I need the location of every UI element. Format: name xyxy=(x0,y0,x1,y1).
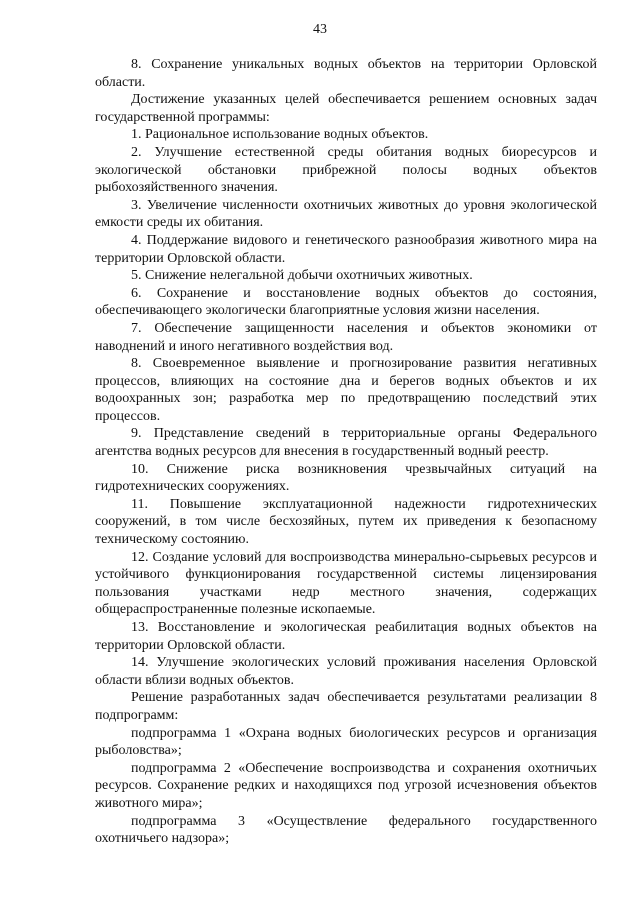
paragraph-tasks-intro: Достижение указанных целей обеспечивается решением основных задач государственной программы: xyxy=(95,92,597,125)
paragraph-task-3: 3. Увеличение численности охотничьих животных до уровня экологической емкости среды их обитания. xyxy=(95,197,597,231)
paragraph-task-10: 10. Снижение риска возникновения чрезвычайных ситуаций на гидротехнических сооружениях. xyxy=(95,461,597,495)
paragraph-task-7: 7. Обеспечение защищенности населения и объектов экономики от наводнений и иного негативного воздействия вод. xyxy=(95,320,597,354)
paragraph-task-14: 14. Улучшение экологических условий проживания населения Орловской области вблизи водных объектов. xyxy=(95,655,597,688)
paragraph-goal-8: 8. Сохранение уникальных водных объектов на территории Орловской области. xyxy=(95,57,597,90)
paragraph-task-8: 8. Своевременное выявление и прогнозирование развития негативных процессов, влияющих на состояние дна и берегов водных объектов и их водоохранных зон; разработка мер по предотвращению последствий этих процессов. xyxy=(95,356,597,424)
paragraph-task-2: 2. Улучшение естественной среды обитания водных биоресурсов и экологической обстановки прибрежной полосы водных объектов рыбохозяйственного значения. xyxy=(95,144,597,196)
paragraph-task-4: 4. Поддержание видового и генетического разнообразия животного мира на территории Орловской области. xyxy=(95,232,597,266)
page-number: 43 xyxy=(313,22,327,37)
document-body xyxy=(95,56,597,848)
paragraph-subprogram-2: подпрограмма 2 «Обеспечение воспроизводства и сохранения охотничьих ресурсов. Сохранение редких и находящихся под угрозой исчезновения объектов животного мира»; xyxy=(95,760,597,811)
paragraph-task-5: 5. Снижение нелегальной добычи охотничьих животных. xyxy=(131,268,473,284)
paragraph-task-9: 9. Представление сведений в территориальные органы Федерального агентства водных ресурсов для внесения в государственный водный реестр. xyxy=(95,426,597,460)
paragraph-task-1: 1. Рациональное использование водных объектов. xyxy=(131,127,429,143)
paragraph-subprograms-intro: Решение разработанных задач обеспечивается результатами реализации 8 подпрограмм: xyxy=(95,690,597,723)
paragraph-task-13: 13. Восстановление и экологическая реабилитация водных объектов на территории Орловской области. xyxy=(95,620,597,653)
paragraph-task-6: 6. Сохранение и восстановление водных объектов до состояния, обеспечивающего экологически благоприятные условия жизни населения. xyxy=(95,285,597,319)
paragraph-subprogram-1: подпрограмма 1 «Охрана водных биологических ресурсов и организация рыболовства»; xyxy=(95,725,597,759)
paragraph-subprogram-3: подпрограмма 3 «Осуществление федерального государственного охотничьего надзора»; xyxy=(95,813,597,847)
paragraph-task-12: 12. Создание условий для воспроизводства минерально-сырьевых ресурсов и устойчивого функционирования государственной системы лицензирования пользования участками недр местного значения, содержащих общераспространенные полезные ископаемые. xyxy=(95,549,597,618)
paragraph-task-11: 11. Повышение эксплуатационной надежности гидротехнических сооружений, в том числе бесхозяйных, путем их приведения к безопасному техническому состоянию. xyxy=(95,496,597,548)
